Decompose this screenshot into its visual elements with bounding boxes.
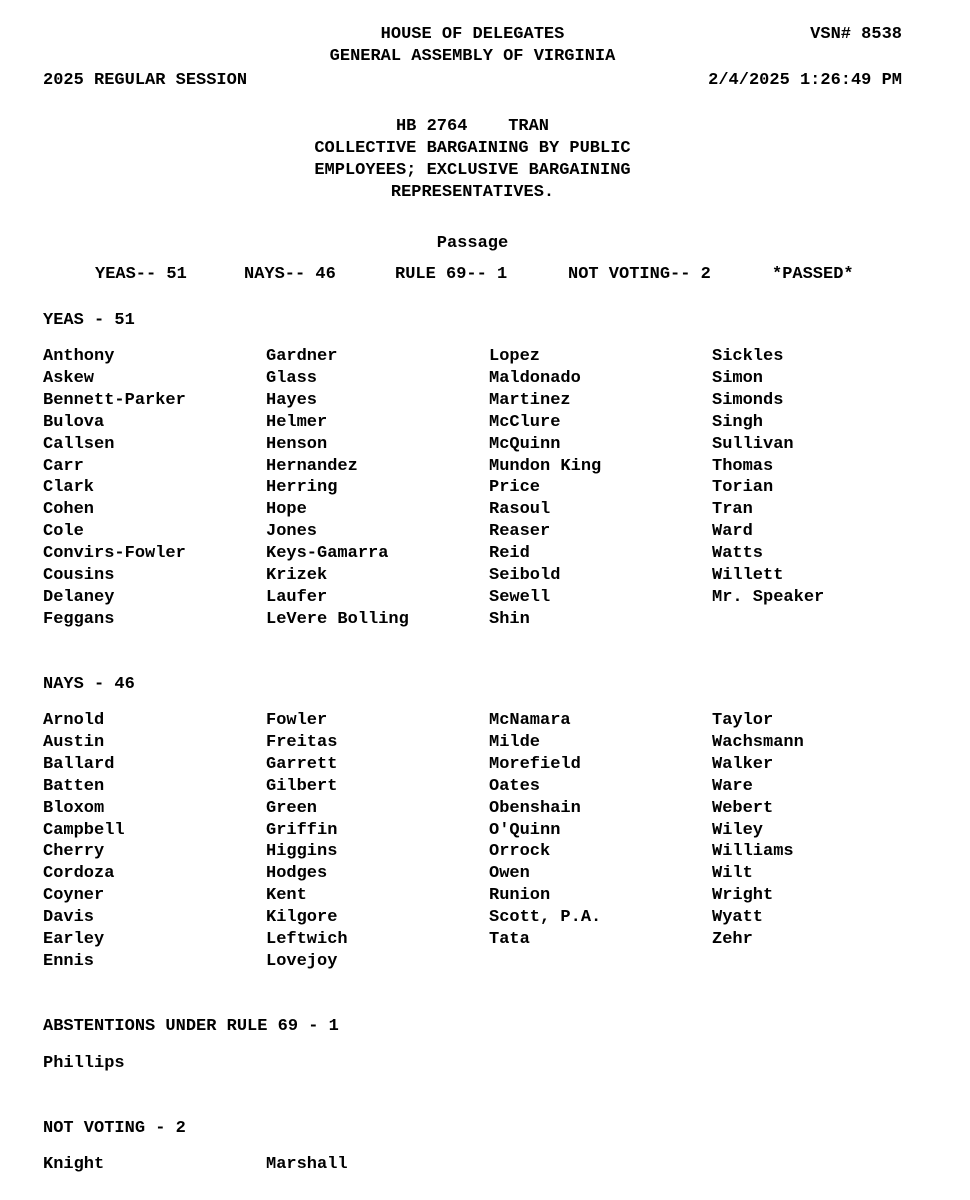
tally-nays: NAYS-- 46: [244, 265, 336, 284]
member-name: Milde: [489, 732, 541, 752]
member-name: Austin: [43, 732, 105, 752]
member-name: Green: [266, 798, 318, 818]
member-name: Cordoza: [43, 864, 115, 884]
member-name: Coyner: [43, 886, 105, 906]
member-name: McNamara: [489, 711, 571, 730]
member-name: LeVere Bolling: [266, 609, 409, 629]
member-name: Maldonado: [489, 368, 581, 388]
member-name: Reid: [489, 544, 530, 564]
member-name: Feggans: [43, 609, 115, 629]
bill-title-line: REPRESENTATIVES.: [390, 183, 555, 202]
member-name: Delaney: [43, 587, 115, 607]
member-name: Seibold: [489, 566, 561, 586]
member-name: Zehr: [712, 930, 753, 950]
member-name: Sullivan: [712, 434, 794, 454]
member-name: Ballard: [43, 754, 115, 774]
member-name: Gardner: [266, 347, 338, 366]
member-name: Hodges: [266, 864, 328, 884]
member-name: Clark: [43, 478, 95, 498]
member-name: [489, 951, 712, 973]
member-name: Mr. Speaker: [712, 587, 825, 607]
tally-rule69: RULE 69-- 1: [395, 265, 508, 284]
member-name: Rasoul: [489, 500, 551, 520]
tally-result: *PASSED*: [772, 265, 854, 284]
member-name: Garrett: [266, 754, 338, 774]
member-name: Shin: [489, 609, 530, 629]
member-name: Tran: [712, 500, 753, 520]
member-name: Cherry: [43, 842, 105, 862]
member-name: Wilt: [712, 864, 753, 884]
member-name: Davis: [43, 908, 95, 928]
member-name: Kilgore: [266, 908, 338, 928]
vsn-number: VSN# 8538: [810, 25, 902, 44]
member-name: Price: [489, 478, 541, 498]
member-name: Simon: [712, 368, 764, 388]
member-name: Hope: [266, 500, 307, 520]
member-name: Jones: [266, 522, 318, 542]
member-name: Runion: [489, 886, 551, 906]
bill-title-line: COLLECTIVE BARGAINING BY PUBLIC: [314, 139, 631, 158]
bill-title-line: EMPLOYEES; EXCLUSIVE BARGAINING: [314, 161, 631, 180]
member-name: Reaser: [489, 522, 551, 542]
member-name: Leftwich: [266, 930, 348, 950]
member-name: Martinez: [489, 390, 571, 410]
member-name: Henson: [266, 434, 328, 454]
member-name: [712, 609, 935, 631]
member-name: Cole: [43, 522, 84, 542]
member-name: Bulova: [43, 412, 105, 432]
member-name: Earley: [43, 930, 105, 950]
member-name: Tata: [489, 930, 530, 950]
member-name: Bloxom: [43, 798, 105, 818]
member-name: Batten: [43, 776, 105, 796]
member-name: Phillips: [43, 1054, 125, 1073]
abstentions-heading: ABSTENTIONS UNDER RULE 69 - 1: [43, 1017, 339, 1036]
member-name: Wiley: [712, 820, 764, 840]
member-name: Keys-Gamarra: [266, 544, 389, 564]
yeas-list: [43, 346, 935, 631]
member-name: Scott, P.A.: [489, 908, 602, 928]
bill-number-patron: HB 2764 TRAN: [395, 117, 550, 136]
member-name: [712, 951, 935, 973]
member-name: Wright: [712, 886, 774, 906]
vote-action: Passage: [436, 234, 509, 253]
member-name: Cousins: [43, 566, 115, 586]
chamber-title: HOUSE OF DELEGATES: [380, 25, 565, 44]
abstentions-list: [43, 1053, 935, 1075]
member-name: Freitas: [266, 732, 338, 752]
member-name: Krizek: [266, 566, 328, 586]
vote-datetime: 2/4/2025 1:26:49 PM: [708, 71, 902, 90]
member-name: Hernandez: [266, 456, 358, 476]
member-name: Watts: [712, 544, 764, 564]
member-name: Bennett-Parker: [43, 390, 186, 410]
member-name: Thomas: [712, 456, 774, 476]
member-name: Taylor: [712, 711, 774, 730]
assembly-title: GENERAL ASSEMBLY OF VIRGINIA: [329, 47, 616, 66]
member-name: Callsen: [43, 434, 115, 454]
member-name: Arnold: [43, 711, 105, 730]
member-name: Torian: [712, 478, 774, 498]
member-name: Oates: [489, 776, 541, 796]
member-name: Glass: [266, 368, 318, 388]
member-name: Simonds: [712, 390, 784, 410]
member-name: Morefield: [489, 754, 581, 774]
tally-not-voting: NOT VOTING-- 2: [568, 265, 711, 284]
member-name: Laufer: [266, 587, 328, 607]
member-name: Cohen: [43, 500, 95, 520]
member-name: Webert: [712, 798, 774, 818]
member-name: Askew: [43, 368, 95, 388]
member-name: Herring: [266, 478, 338, 498]
member-name: Sickles: [712, 347, 784, 366]
member-name: Hayes: [266, 390, 318, 410]
member-name: Marshall: [266, 1155, 348, 1174]
member-name: Williams: [712, 842, 794, 862]
member-name: Willett: [712, 566, 784, 586]
member-name: Convirs-Fowler: [43, 544, 186, 564]
member-name: Wyatt: [712, 908, 764, 928]
member-name: Helmer: [266, 412, 328, 432]
yeas-heading: YEAS - 51: [43, 311, 135, 330]
nays-heading: NAYS - 46: [43, 675, 135, 694]
member-name: Kent: [266, 886, 307, 906]
member-name: Gilbert: [266, 776, 338, 796]
member-name: Higgins: [266, 842, 338, 862]
session-label: 2025 REGULAR SESSION: [43, 71, 248, 90]
nays-list: [43, 710, 935, 973]
member-name: Mundon King: [489, 456, 602, 476]
member-name: Ward: [712, 522, 753, 542]
member-name: McClure: [489, 412, 561, 432]
member-name: Lopez: [489, 347, 541, 366]
member-name: Lovejoy: [266, 951, 338, 971]
member-name: Fowler: [266, 711, 328, 730]
member-name: Knight: [43, 1155, 105, 1174]
member-name: Ware: [712, 776, 753, 796]
member-name: Sewell: [489, 587, 551, 607]
member-name: Anthony: [43, 347, 115, 366]
member-name: McQuinn: [489, 434, 561, 454]
not-voting-list: [43, 1154, 935, 1176]
member-name: Singh: [712, 412, 764, 432]
member-name: O'Quinn: [489, 820, 561, 840]
member-name: Griffin: [266, 820, 338, 840]
member-name: Owen: [489, 864, 530, 884]
member-name: Ennis: [43, 951, 95, 971]
member-name: Orrock: [489, 842, 551, 862]
not-voting-heading: NOT VOTING - 2: [43, 1119, 186, 1138]
tally-yeas: YEAS-- 51: [95, 265, 187, 284]
member-name: Obenshain: [489, 798, 581, 818]
member-name: Wachsmann: [712, 732, 804, 752]
member-name: Carr: [43, 456, 84, 476]
member-name: Walker: [712, 754, 774, 774]
member-name: Campbell: [43, 820, 125, 840]
